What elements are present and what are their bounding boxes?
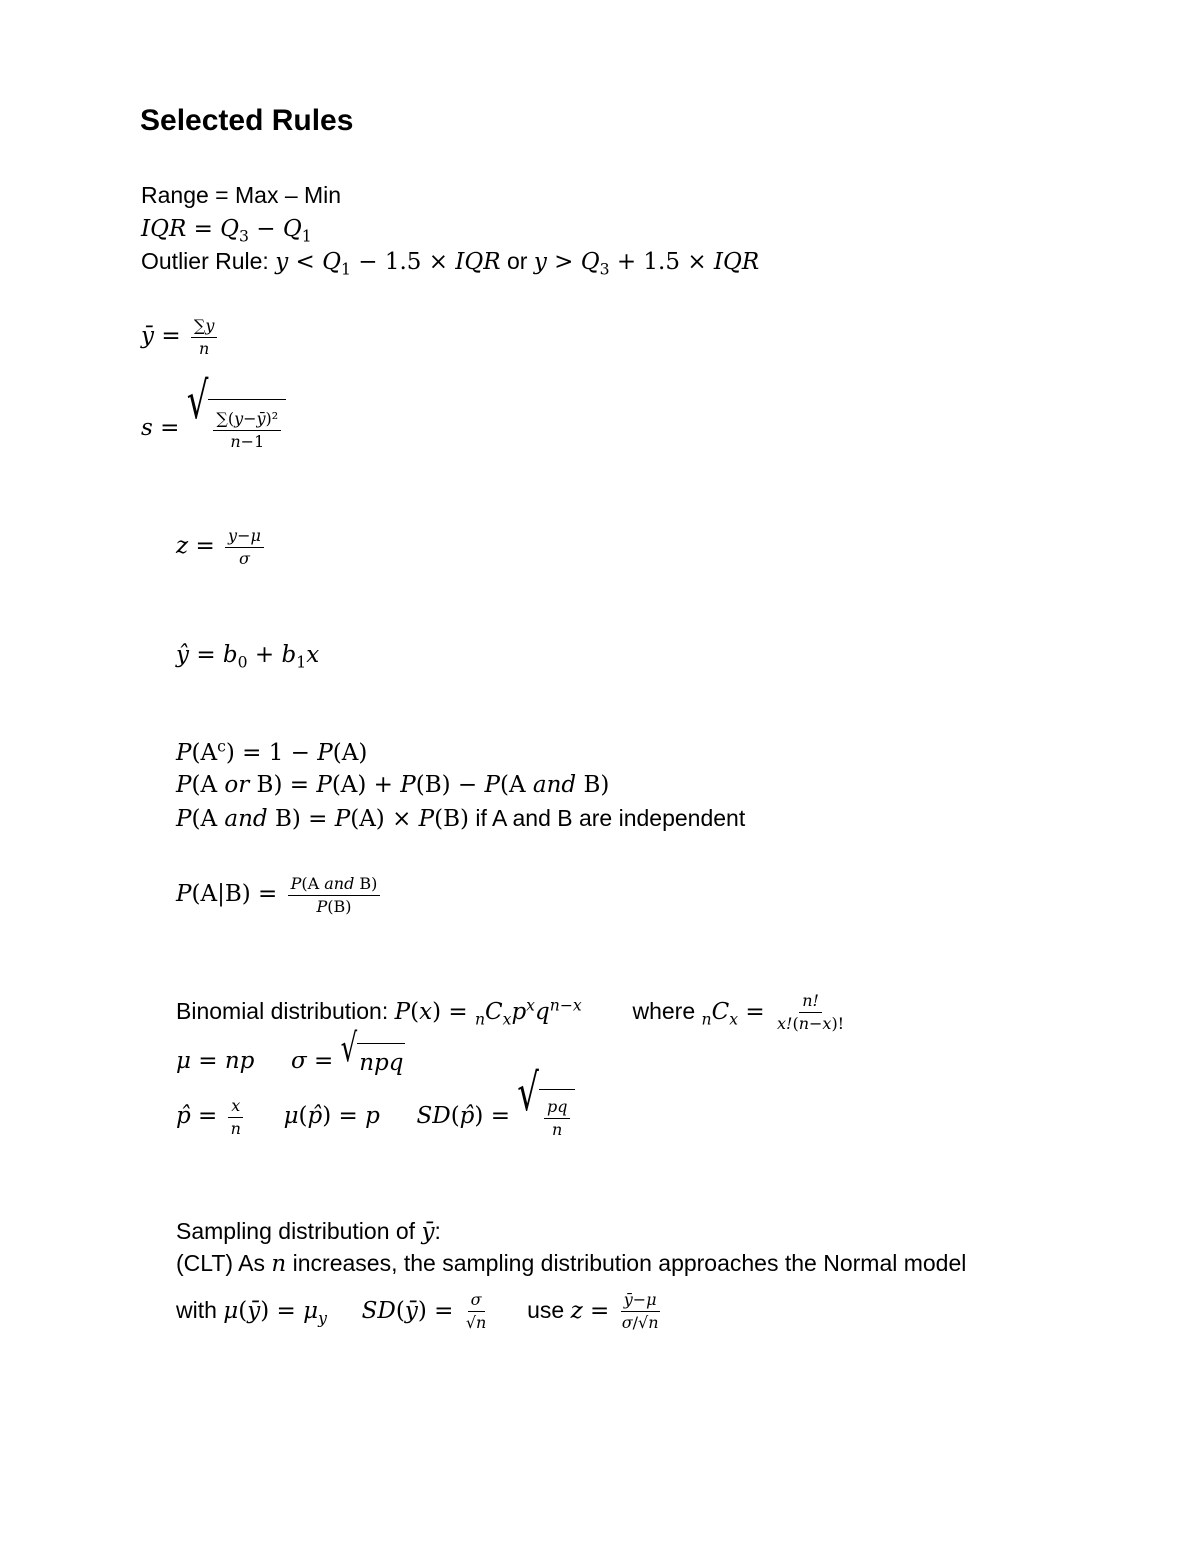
use-label: use xyxy=(527,1297,565,1323)
clt-statement: (CLT) As n increases, the sampling distribution approaches the Normal model xyxy=(176,1250,967,1277)
sampling-formulas: with μ(ȳ) = $\mu_y$ SD(ȳ) = $\frac{\sigma}{√n}$ use z = $\frac{ȳ-\mu}{\sigma/√n}$ xyxy=(176,1290,659,1333)
with-label: with xyxy=(176,1297,217,1323)
clt-prefix: (CLT) As xyxy=(176,1250,266,1276)
page-title: Selected Rules xyxy=(140,104,354,137)
outlier-or: or xyxy=(506,248,528,274)
clt-text: increases, the sampling distribution approaches the Normal model xyxy=(292,1250,967,1276)
binomial-formula: Binomial distribution: $P(x) = _nC_xp^xq^{n-x}$ where $_nC_x$ = $\frac{n!}{x!(n-x)!}$ xyxy=(176,991,845,1034)
sampling-heading-text: Sampling distribution of xyxy=(176,1218,416,1244)
sampling-heading: Sampling distribution of ȳ: xyxy=(176,1218,441,1245)
sd-formula: s = √ $\frac{\text{∑(y−ȳ)²}}{n-1}$ xyxy=(141,398,286,460)
binomial-label: Binomial distribution: xyxy=(176,998,389,1024)
conditional-formula: P(A|B) = $\frac{\text{P(A and B)}}{P(B)}$ xyxy=(176,870,383,918)
regression-formula: ŷ = $b_0 + b_1x$ xyxy=(176,642,320,672)
outlier-label: Outlier Rule: xyxy=(141,248,269,274)
range-formula xyxy=(141,180,341,210)
complement-rule: $P(A^c) = 1 - P(A)$ xyxy=(176,736,368,766)
independence-note: if A and B are independent xyxy=(475,805,746,831)
iqr-formula: IQR = $Q_3 - Q_1$ xyxy=(141,216,312,246)
zscore-formula: z = $\frac{y-\mu}{\sigma}$ xyxy=(176,524,267,569)
proportion-formulas: p̂ = $\frac{x}{n}$ μ(p̂) = p SD(p̂) = √ $\frac{pq}{n}$ xyxy=(176,1088,575,1146)
outlier-rule: Outlier Rule: $y < Q_1 - 1.5$ × IQR or $y > Q_3 + 1.5$ × IQR xyxy=(141,248,760,279)
binomial-mean-sd: μ = np σ = √ npq xyxy=(176,1042,405,1082)
binomial-where: where xyxy=(632,998,696,1024)
multiplication-rule: P(A and B) = P(A) × P(B) if A and B are independent xyxy=(176,805,746,832)
mean-formula: ȳ = $\frac{\sum y}{n}$ xyxy=(141,314,220,359)
range-text: Range = Max – Min xyxy=(141,182,342,208)
addition-rule: P(A or B) = P(A) + P(B) − P(A and B) xyxy=(176,772,610,798)
